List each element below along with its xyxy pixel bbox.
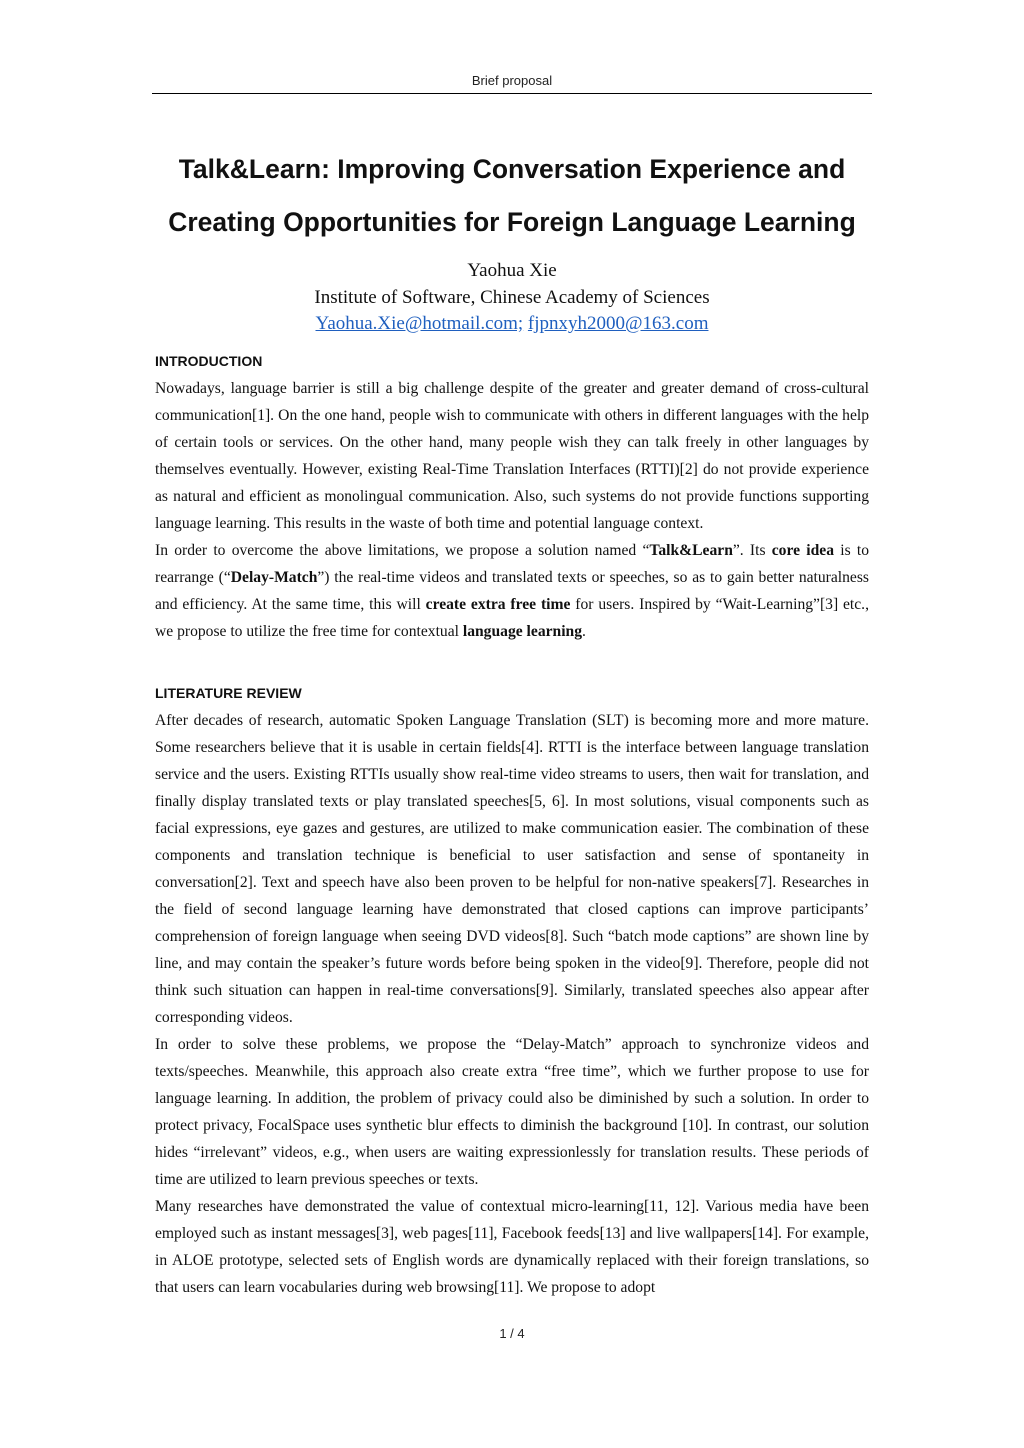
section-heading-literature-review: LITERATURE REVIEW — [155, 685, 302, 701]
section-heading-introduction: INTRODUCTION — [155, 353, 263, 369]
intro-p2-text-4: ”) the real-time videos and translated texts or speeches, so as to gain better naturalness and efficiency. At the same time, this will — [155, 569, 869, 613]
intro-paragraph-1: Nowadays, language barrier is still a big challenge despite of the greater and greater demand of cross-cultural communication[1]. On the one hand, people wish to communicate with others in different languages with the help of certain tools or services. On the other hand, many people wish they can talk freely in other languages by themselves eventually. However, existing Real-Time Translation Interfaces (RTTI)[2] do not provide experience as natural and efficient as monolingual communication. Also, such systems do not provide functions supporting language learning. This results in the waste of both time and potential language context. — [155, 380, 869, 532]
introduction-body — [155, 375, 869, 645]
intro-p2-text-3: is to rearrange (“ — [155, 542, 869, 586]
email-link-hotmail[interactable]: Yaohua.Xie@hotmail.com; — [315, 313, 524, 334]
header-divider — [152, 93, 872, 94]
author-emails — [0, 313, 1024, 335]
author-affiliation: Institute of Software, Chinese Academy of Sciences — [314, 287, 710, 308]
intro-p2-bold-delay-match: Delay-Match — [230, 569, 318, 586]
page-number: 1 / 4 — [499, 1326, 525, 1341]
intro-p2-bold-free-time: create extra free time — [425, 596, 571, 613]
literature-review-body — [155, 707, 869, 1301]
intro-p2-text-1: In order to overcome the above limitations, we propose a solution named “ — [155, 542, 650, 559]
title-line-2: Creating Opportunities for Foreign Language Learning — [168, 207, 856, 237]
lit-paragraph-3: Many researches have demonstrated the value of contextual micro-learning[11, 12]. Various media have been employed such as instant messages[3], web pages[11], Facebook feeds[13] and live wallpapers[14]. For example, in ALOE prototype, selected sets of English words are dynamically replaced with their foreign translations, so that users can learn vocabularies during web browsing[11]. We propose to adopt — [155, 1198, 869, 1296]
author-name: Yaohua Xie — [467, 260, 557, 281]
intro-p2-bold-talklearn: Talk&Learn — [649, 542, 733, 559]
intro-p2-text-6: . — [582, 623, 586, 640]
intro-p2-bold-core-idea: core idea — [771, 542, 834, 559]
running-header: Brief proposal — [471, 73, 553, 88]
title-line-1: Talk&Learn: Improving Conversation Experience and — [178, 154, 846, 184]
email-link-163[interactable]: fjpnxyh2000@163.com — [527, 313, 709, 334]
intro-paragraph-2 — [155, 537, 869, 645]
lit-paragraph-1: After decades of research, automatic Spoken Language Translation (SLT) is becoming more and more mature. Some researchers believe that it is usable in certain fields[4]. RTTI is the interface between language translation service and the users. Existing RTTIs usually show real-time video streams to users, then wait for translation, and finally display translated texts or play translated speeches[5, 6]. In most solutions, visual components such as facial expressions, eye gazes and gestures, are utilized to make communication easier. The combination of these components and translation technique is beneficial to user satisfaction and sense of spontaneity in conversation[2]. Text and speech have also been proven to be helpful for non-native speakers[7]. Researches in the field of second language learning have demonstrated that closed captions can improve participants’ comprehension of foreign language when seeing DVD videos[8]. Such “batch mode captions” are shown line by line, and may contain the speaker’s future words before being spoken in the video[9]. Therefore, people did not think such situation can happen in real-time conversations[9]. Similarly, translated speeches also appear after corresponding videos. — [155, 712, 869, 1026]
intro-p2-bold-language-learning: language learning — [462, 623, 583, 640]
intro-p2-text-5: for users. Inspired by “Wait-Learning”[3] etc., we propose to utilize the free time for contextual — [155, 596, 869, 640]
intro-p2-text-2: ”. Its — [732, 542, 772, 559]
lit-paragraph-2: In order to solve these problems, we propose the “Delay-Match” approach to synchronize videos and texts/speeches. Meanwhile, this approach also create extra “free time”, which we further propose to use for language learning. In addition, the problem of privacy could also be diminished by such a solution. In order to protect privacy, FocalSpace uses synthetic blur effects to diminish the background [10]. In contrast, our solution hides “irrelevant” videos, e.g., when users are waiting expressionlessly for translation results. These periods of time are utilized to learn previous speeches or texts. — [155, 1036, 869, 1188]
